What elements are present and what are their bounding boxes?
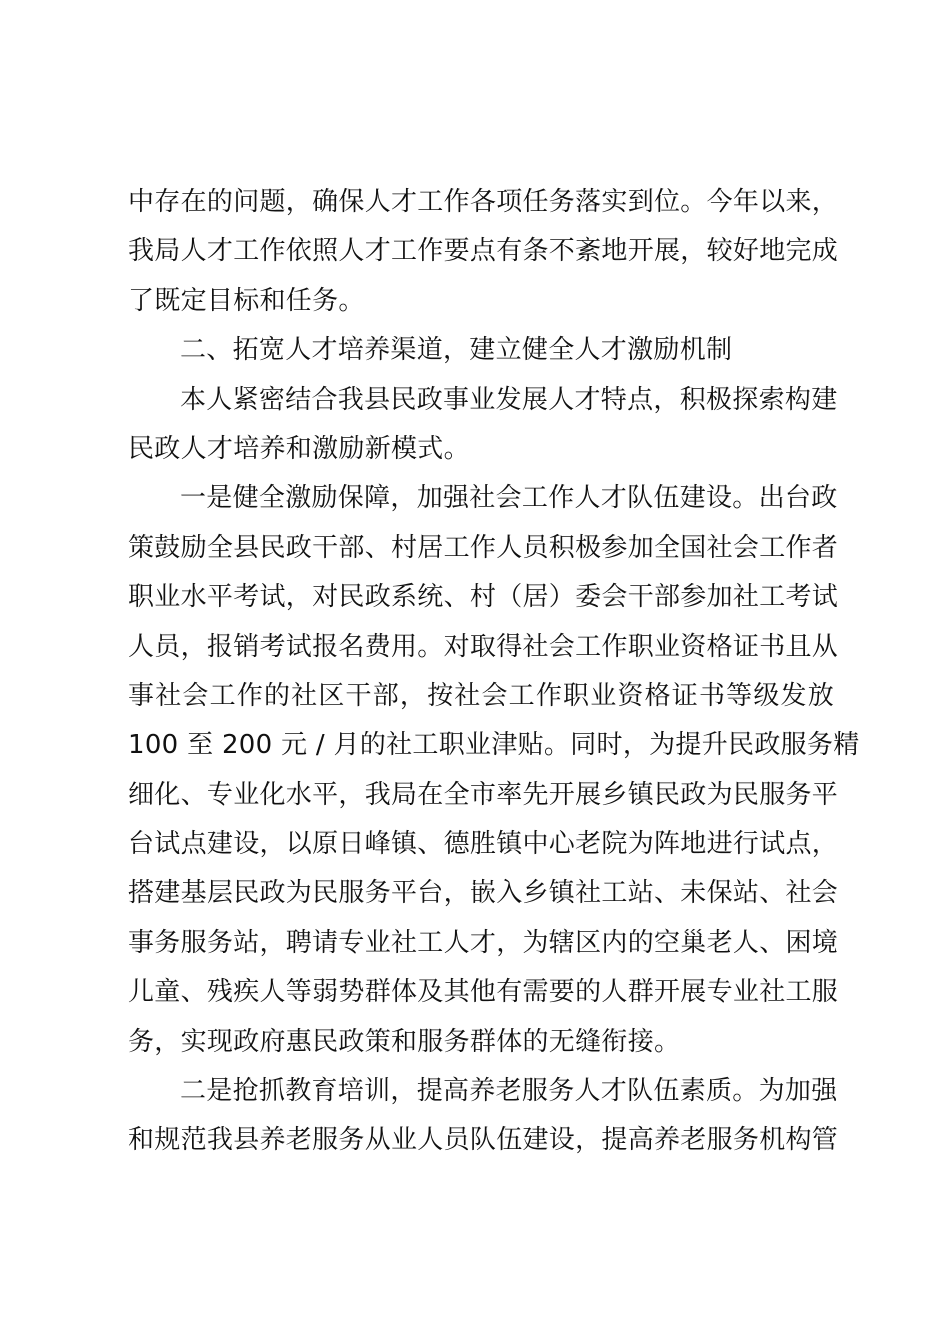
text-line: 策鼓励全县民政干部、村居工作人员积极参加全国社会工作者 [128,532,839,563]
text-line: 中存在的问题，确保人才工作各项任务落实到位。今年以来， [128,187,839,217]
text-line: 我局人才工作依照人才工作要点有条不紊地开展，较好地完成 [128,236,839,267]
text-line: 100 至 200 元 / 月的社工职业津贴。同时，为提升民政服务精 [128,730,860,761]
text-line: 和规范我县养老服务从业人员队伍建设，提高养老服务机构管 [128,1125,839,1156]
text-line: 搭建基层民政为民服务平台，嵌入乡镇社工站、未保站、社会 [128,878,839,909]
text-line: 职业水平考试，对民政系统、村（居）委会干部参加社工考试 [128,582,839,613]
document-body [128,178,860,1166]
section-heading: 二、拓宽人才培养渠道，建立健全人才激励机制 [180,335,733,366]
text-line: 务，实现政府惠民政策和服务群体的无缝衔接。 [128,1026,681,1057]
text-line: 事社会工作的社区干部，按社会工作职业资格证书等级发放 [128,680,834,711]
text-line: 细化、专业化水平，我局在全市率先开展乡镇民政为民服务平 [128,779,839,810]
text-line: 台试点建设，以原日峰镇、德胜镇中心老院为阵地进行试点， [128,829,839,860]
text-line: 一是健全激励保障，加强社会工作人才队伍建设。出台政 [180,483,838,514]
text-line: 儿童、残疾人等弱势群体及其他有需要的人群开展专业社工服 [128,977,839,1008]
text-line: 事务服务站，聘请专业社工人才，为辖区内的空巢老人、困境 [128,927,839,958]
text-line: 二是抢抓教育培训，提高养老服务人才队伍素质。为加强 [180,1076,838,1107]
text-line: 民政人才培养和激励新模式。 [128,433,470,464]
text-line: 人员，报销考试报名费用。对取得社会工作职业资格证书且从 [128,631,839,662]
text-line: 了既定目标和任务。 [128,285,365,316]
text-line: 本人紧密结合我县民政事业发展人才特点，积极探索构建 [180,384,838,415]
